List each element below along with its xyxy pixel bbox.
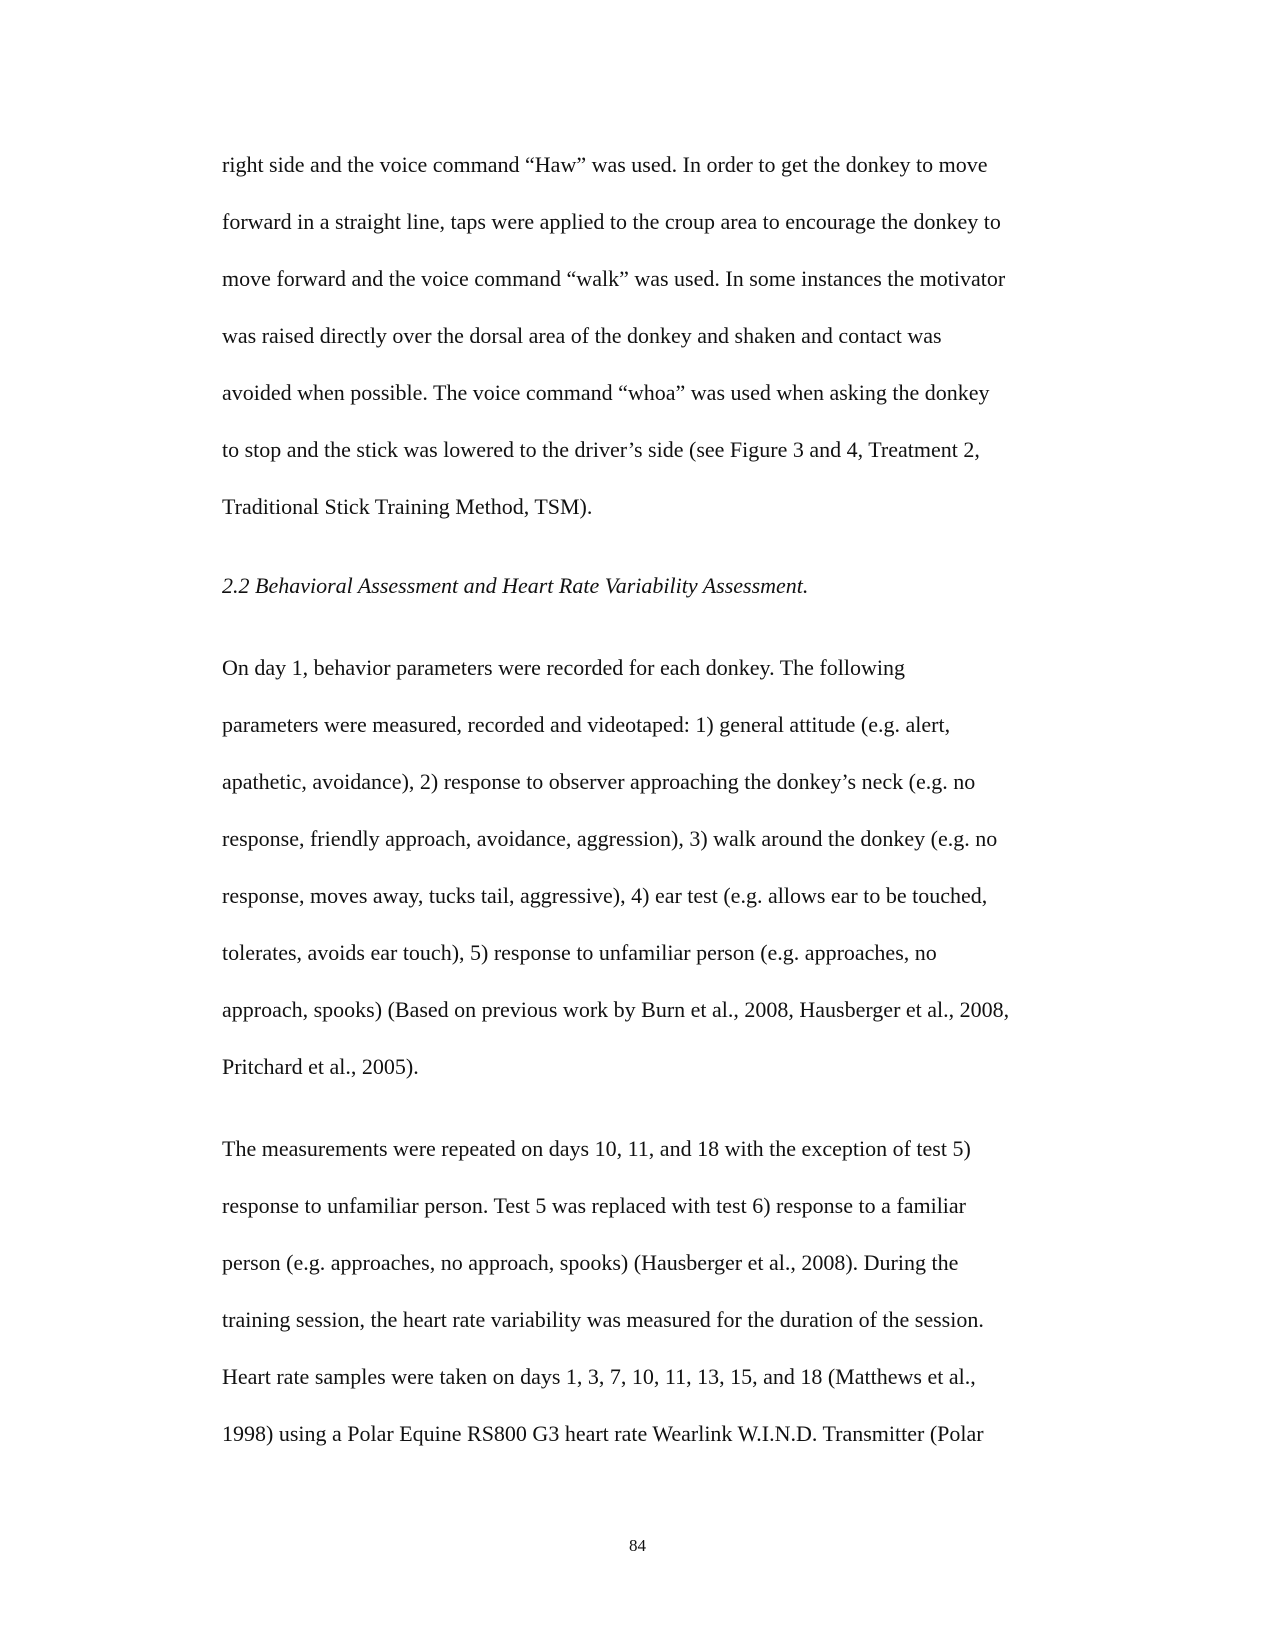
text-line: apathetic, avoidance), 2) response to observer approaching the donkey’s neck (e.g. no (222, 769, 976, 794)
paragraph-training-method (222, 136, 1122, 535)
paragraph-repeated-measurements (222, 1120, 1122, 1462)
text-line: 1998) using a Polar Equine RS800 G3 heart rate Wearlink W.I.N.D. Transmitter (Polar (222, 1421, 984, 1446)
text-line: forward in a straight line, taps were applied to the croup area to encourage the donkey to (222, 209, 1001, 234)
text-line: response, friendly approach, avoidance, aggression), 3) walk around the donkey (e.g. no (222, 826, 998, 851)
text-line: approach, spooks) (Based on previous work by Burn et al., 2008, Hausberger et al., 2008, (222, 997, 1010, 1022)
text-line: response to unfamiliar person. Test 5 was replaced with test 6) response to a familiar (222, 1193, 967, 1218)
section-heading (222, 557, 1122, 614)
text-line: Pritchard et al., 2005). (222, 1054, 419, 1079)
paragraph-behavior-parameters (222, 639, 1122, 1095)
text-line: to stop and the stick was lowered to the driver’s side (see Figure 3 and 4, Treatment 2, (222, 437, 980, 462)
text-line: parameters were measured, recorded and videotaped: 1) general attitude (e.g. alert, (222, 712, 951, 737)
text-line: person (e.g. approaches, no approach, spooks) (Hausberger et al., 2008). During the (222, 1250, 959, 1275)
text-line: On day 1, behavior parameters were recorded for each donkey. The following (222, 655, 905, 680)
page-number: 84 (629, 1536, 646, 1555)
text-line: response, moves away, tucks tail, aggressive), 4) ear test (e.g. allows ear to be touched, (222, 883, 988, 908)
text-line: Traditional Stick Training Method, TSM). (222, 494, 593, 519)
text-line: move forward and the voice command “walk” was used. In some instances the motivator (222, 266, 1006, 291)
text-line: Heart rate samples were taken on days 1, 3, 7, 10, 11, 13, 15, and 18 (Matthews et al., (222, 1364, 976, 1389)
text-line: The measurements were repeated on days 10, 11, and 18 with the exception of test 5) (222, 1136, 971, 1161)
text-line: right side and the voice command “Haw” was used. In order to get the donkey to move (222, 152, 988, 177)
text-line: avoided when possible. The voice command “whoa” was used when asking the donkey (222, 380, 990, 405)
text-line: was raised directly over the dorsal area of the donkey and shaken and contact was (222, 323, 942, 348)
section-heading-text: 2.2 Behavioral Assessment and Heart Rate Variability Assessment. (222, 573, 809, 598)
text-line: tolerates, avoids ear touch), 5) response to unfamiliar person (e.g. approaches, no (222, 940, 937, 965)
text-line: training session, the heart rate variability was measured for the duration of the session. (222, 1307, 984, 1332)
